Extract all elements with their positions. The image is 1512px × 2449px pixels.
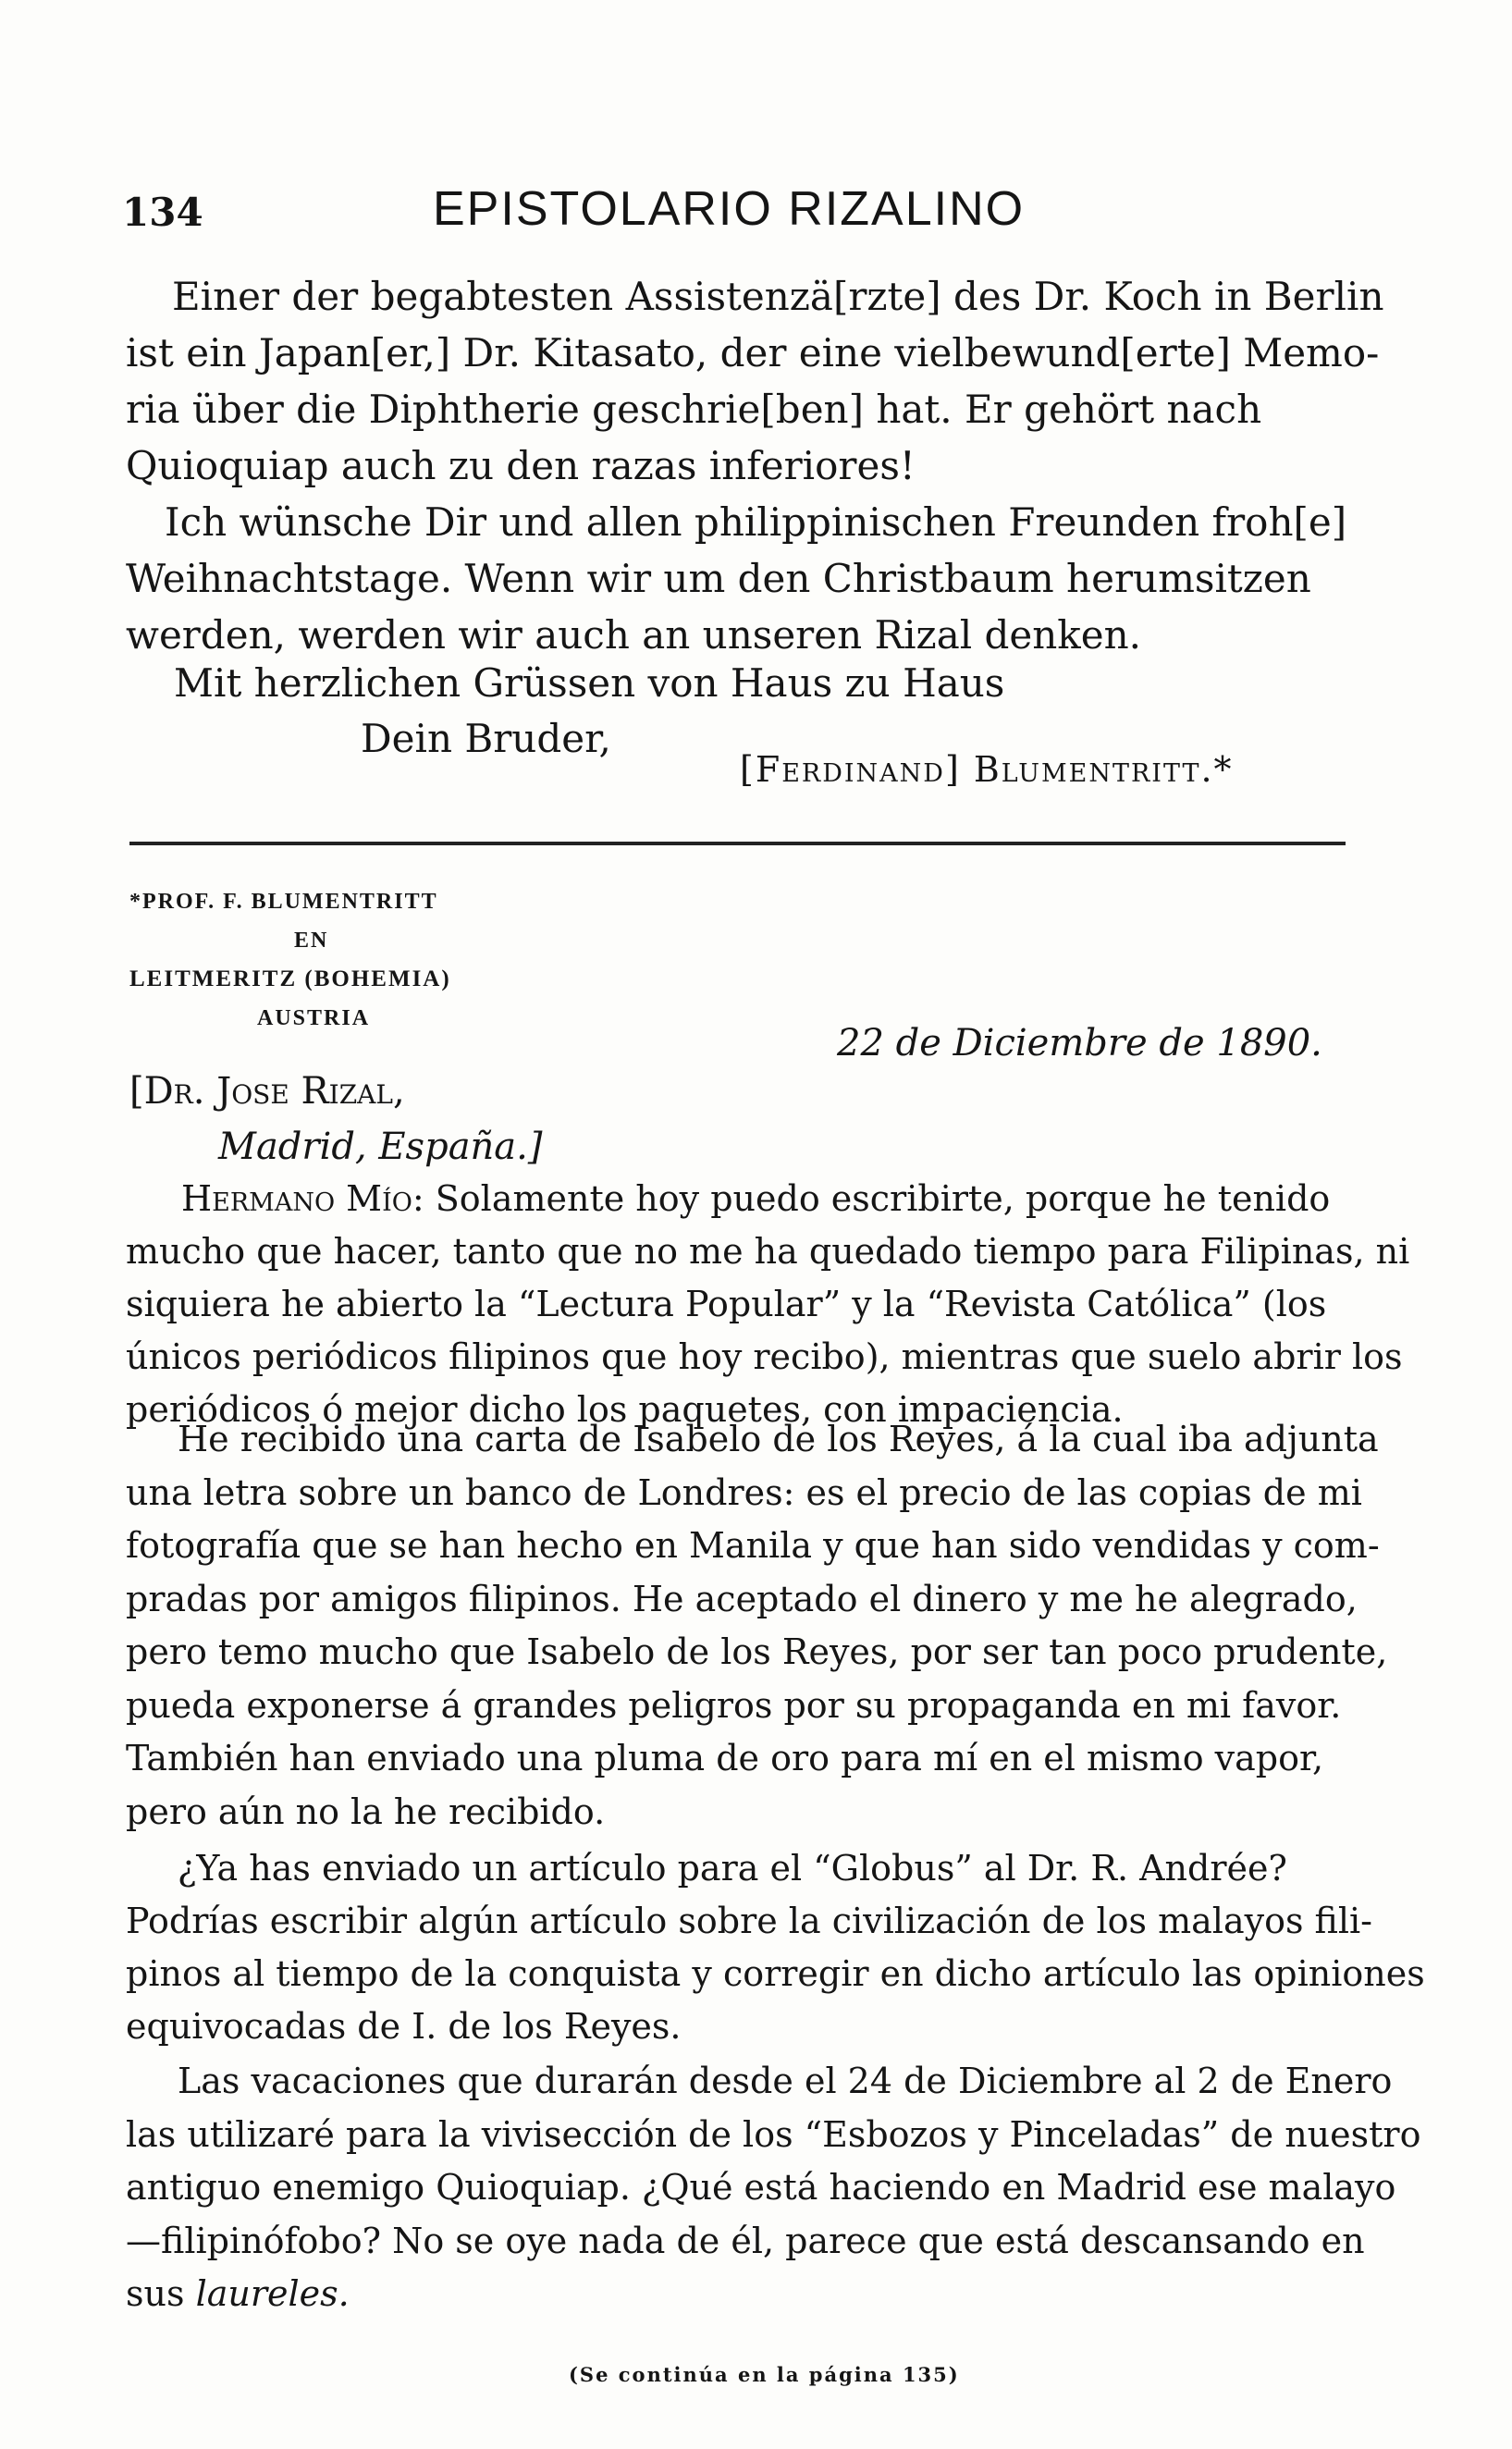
letter2-paragraph1	[126, 1173, 1410, 1436]
text-line: ¿Ya has enviado un artículo para el “Globus” al Dr. R. Andrée?	[178, 1848, 1287, 1889]
last-line-italic: laureles.	[195, 2273, 350, 2314]
text-line: También han enviado una pluma de oro para mí en el mismo vapor,	[126, 1738, 1324, 1778]
text-line: equivocadas de I. de los Reyes.	[126, 2006, 682, 2047]
salutation: Hermano Mío	[181, 1178, 412, 1219]
text-line: mucho que hacer, tanto que no me ha quedado tiempo para Filipinas, ni	[126, 1231, 1410, 1272]
recipient-block	[129, 1064, 542, 1175]
text-line: pero aún no la he recibido.	[126, 1791, 606, 1832]
letter-date: 22 de Diciembre de 1890.	[837, 1022, 1322, 1065]
text-line	[126, 2268, 1337, 2321]
text-line: Quioquiap auch zu den razas inferiores!	[126, 443, 916, 488]
text-line: Einer der begabtesten Assistenzä[rzte] des Dr. Koch in Berlin	[172, 274, 1384, 319]
text-line: He recibido una carta de Isabelo de los Reyes, á la cual iba adjunta	[178, 1419, 1379, 1459]
recipient-place: Madrid, España.]	[218, 1126, 543, 1168]
text-line: únicos periódicos filipinos que hoy recibo), mientras que suelo abrir los	[126, 1336, 1403, 1377]
letter2-paragraph3	[126, 1842, 1425, 2053]
letter1-signature: [Ferdinand] Blumentritt.*	[740, 749, 1234, 790]
text-line: Las vacaciones que durarán desde el 24 de Diciembre al 2 de Enero	[178, 2061, 1393, 2101]
letter1-paragraph2	[126, 494, 1347, 663]
last-line-prefix: sus	[126, 2273, 196, 2314]
recipient-name: [Dr. Jose Rizal,	[129, 1070, 405, 1113]
text-line: Ich wünsche Dir und allen philippinischen Freunden froh[e]	[165, 499, 1347, 545]
address-line: *PROF. F. BLUMENTRITT	[129, 890, 438, 914]
letter2-paragraph2	[126, 1413, 1388, 1839]
text-line: werden, werden wir auch an unseren Rizal denken.	[126, 612, 1142, 658]
letter2-paragraph4	[126, 2055, 1421, 2321]
text-line: ist ein Japan[er,] Dr. Kitasato, der eine vielbewund[erte] Memo-	[126, 330, 1380, 375]
text-line: antiguo enemigo Quioquiap. ¿Qué está haciendo en Madrid ese malayo	[126, 2167, 1396, 2208]
letter1-closing: Mit herzlichen Grüssen von Haus zu Haus	[174, 660, 1005, 706]
letter1-paragraph1	[126, 268, 1384, 494]
text-line: —filipinófobo? No se oye nada de él, parece que está descansando en	[126, 2220, 1365, 2261]
page-number: 134	[122, 190, 203, 235]
text-line: Podrías escribir algún artículo sobre la civilización de los malayos fili-	[126, 1901, 1373, 1941]
address-line: LEITMERITZ (BOHEMIA)	[129, 966, 451, 991]
running-title: EPISTOLARIO RIZALINO	[433, 182, 1026, 236]
letter1-valediction: Dein Bruder,	[361, 716, 611, 761]
text-line: siquiera he abierto la “Lectura Popular” y la “Revista Católica” (los	[126, 1284, 1327, 1324]
salutation-continuation: : Solamente hoy puedo escribirte, porque he tenido	[412, 1178, 1331, 1219]
text-line: pueda exponerse á grandes peligros por su propaganda en mi favor.	[126, 1684, 1342, 1726]
text-line: Weihnachtstage. Wenn wir um den Christbaum herumsitzen	[126, 556, 1311, 601]
section-divider	[129, 842, 1346, 845]
text-line: pradas por amigos filipinos. He aceptado el dinero y me he alegrado,	[126, 1578, 1358, 1619]
text-line: las utilizaré para la vivisección de los “Esbozos y Pinceladas” de nuestro	[126, 2113, 1421, 2155]
text-line: periódicos ó mejor dicho los paquetes, con impaciencia.	[126, 1389, 1124, 1430]
text-line: pero temo mucho que Isabelo de los Reyes, por ser tan poco prudente,	[126, 1631, 1388, 1672]
text-line: una letra sobre un banco de Londres: es el precio de las copias de mi	[126, 1471, 1362, 1513]
text-line	[126, 1173, 1337, 1225]
address-line: AUSTRIA	[257, 1006, 371, 1030]
address-line: EN	[294, 929, 329, 953]
continuation-note: (Se continúa en la página 135)	[569, 2363, 960, 2386]
text-line: fotografía que se han hecho en Manila y que han sido vendidas y com-	[126, 1525, 1380, 1566]
text-line: ria über die Diphtherie geschrie[ben] hat. Er gehört nach	[126, 387, 1262, 432]
text-line: pinos al tiempo de la conquista y corregir en dicho artículo las opiniones	[126, 1953, 1425, 1994]
